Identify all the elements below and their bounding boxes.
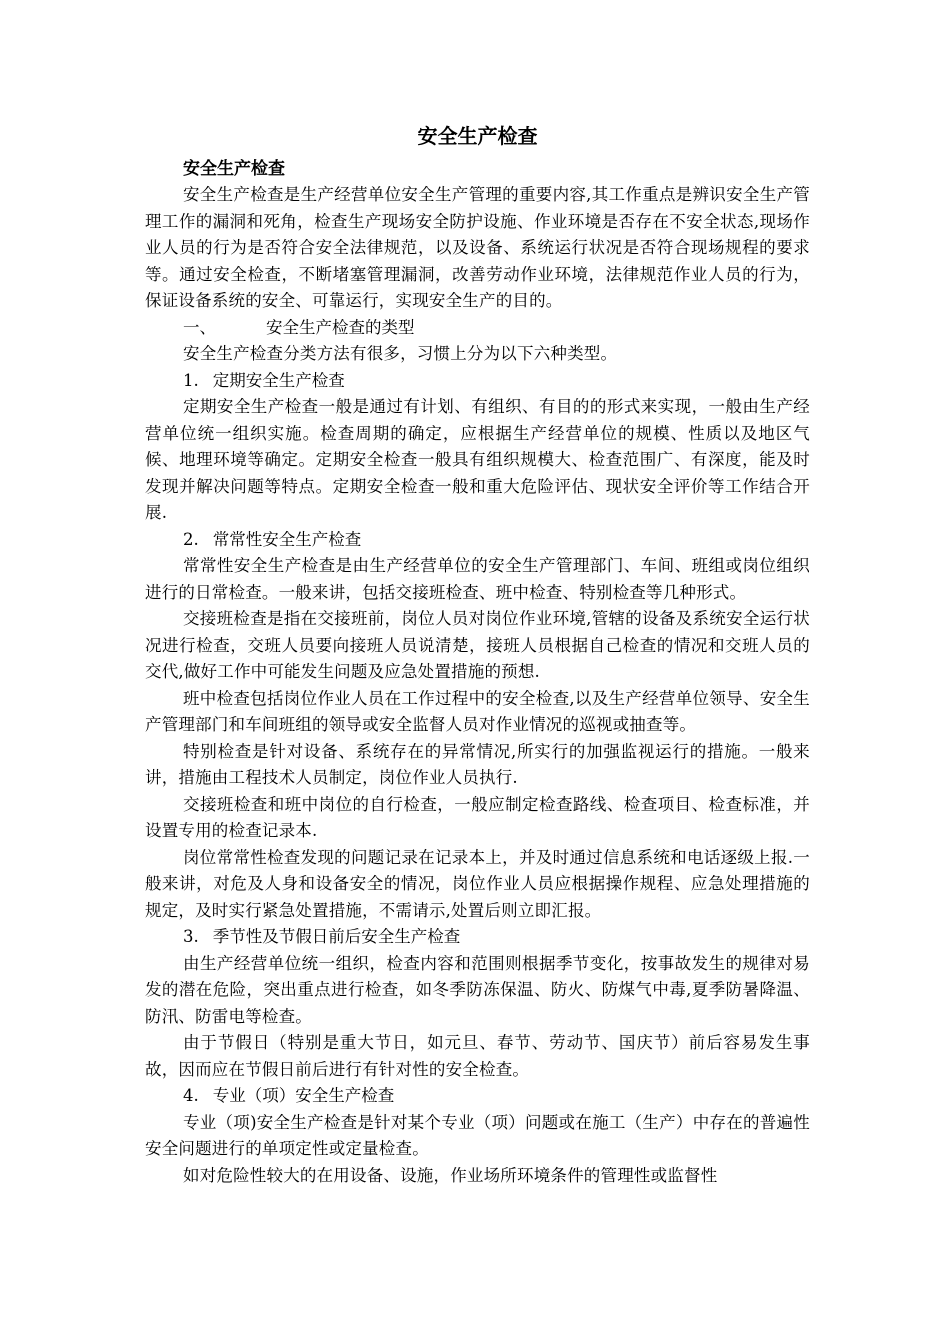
item-number: 4. <box>183 1086 199 1105</box>
section-heading-1 <box>145 315 810 342</box>
paragraph: 交接班检查和班中岗位的自行检查，一般应制定检查路线、检查项目、检查标准，并设置专用的检查记录本. <box>145 794 810 840</box>
paragraph: 由于节假日（特别是重大节日，如元旦、春节、劳动节、国庆节）前后容易发生事故，因而应在节假日前后进行有针对性的安全检查。 <box>145 1033 810 1079</box>
paragraph: 岗位常常性检查发现的问题记录在记录本上，并及时通过信息系统和电话逐级上报.一般来讲，对危及人身和设备安全的情况，岗位作业人员应根据操作规程、应急处理措施的规定，及时实行紧急处置措施，不需请示,处置后则立即汇报。 <box>145 847 810 920</box>
item-heading-1 <box>145 368 810 395</box>
paragraph: 定期安全生产检查一般是通过有计划、有组织、有目的的形式来实现，一般由生产经营单位统一组织实施。检查周期的确定，应根据生产经营单位的规模、性质以及地区气候、地理环境等确定。定期安全检查一般具有组织规模大、检查范围广、有深度，能及时发现并解决问题等特点。定期安全检查一般和重大危险评估、现状安全评价等工作结合开展. <box>145 397 810 522</box>
item-heading-text: 常常性安全生产检查 <box>212 529 362 549</box>
paragraph: 特别检查是针对设备、系统存在的异常情况,所实行的加强监视运行的措施。一般来讲，措施由工程技术人员制定，岗位作业人员执行. <box>145 741 810 787</box>
item-heading-text: 定期安全生产检查 <box>212 370 345 390</box>
section-heading-text: 安全生产检查的类型 <box>266 317 415 337</box>
item-heading-2 <box>145 527 810 554</box>
paragraph: 专业（项)安全生产检查是针对某个专业（项）问题或在施工（生产）中存在的普遍性安全问题进行的单项定性或定量检查。 <box>145 1112 810 1158</box>
paragraph: 班中检查包括岗位作业人员在工作过程中的安全检查,以及生产经营单位领导、安全生产管理部门和车间班组的领导或安全监督人员对作业情况的巡视或抽查等。 <box>145 688 810 734</box>
intro-paragraph: 安全生产检查是生产经营单位安全生产管理的重要内容,其工作重点是辨识安全生产管理工作的漏洞和死角，检查生产现场安全防护设施、作业环境是否存在不安全状态,现场作业人员的行为是否符合安全法律规范，以及设备、系统运行状况是否符合现场规程的要求等。通过安全检查，不断堵塞管理漏洞，改善劳动作业环境，法律规范作业人员的行为，保证设备系统的安全、可靠运行，实现安全生产的目的。 <box>145 185 810 310</box>
section-number: 一、 <box>183 317 216 337</box>
section-intro-paragraph: 安全生产检查分类方法有很多，习惯上分为以下六种类型。 <box>183 344 618 363</box>
paragraph: 交接班检查是指在交接班前，岗位人员对岗位作业环境,管辖的设备及系统安全运行状况进行检查，交班人员要向接班人员说清楚，接班人员根据自己检查的情况和交班人员的交代,做好工作中可能发生问题及应急处置措施的预想. <box>145 609 810 681</box>
item-heading-4 <box>145 1083 810 1110</box>
item-number: 2. <box>183 529 199 549</box>
paragraph: 常常性安全生产检查是由生产经营单位的安全生产管理部门、车间、班组或岗位组织进行的日常检查。一般来讲，包括交接班检查、班中检查、特别检查等几种形式。 <box>145 556 810 602</box>
document-page <box>145 118 810 1189</box>
item-heading-3 <box>145 924 810 951</box>
paragraph: 如对危险性较大的在用设备、设施，作业场所环境条件的管理性或监督性 <box>183 1165 718 1185</box>
item-heading-text: 专业（项）安全生产检查 <box>212 1086 395 1105</box>
item-number: 1. <box>183 370 199 390</box>
paragraph: 由生产经营单位统一组织，检查内容和范围则根据季节变化，按事故发生的规律对易发的潜在危险，突出重点进行检查，如冬季防冻保温、防火、防煤气中毒,夏季防暑降温、防汛、防雷电等检查。 <box>145 953 810 1026</box>
document-subtitle: 安全生产检查 <box>183 159 285 179</box>
item-number: 3. <box>183 927 199 946</box>
item-heading-text: 季节性及节假日前后安全生产检查 <box>212 927 461 946</box>
document-title: 安全生产检查 <box>417 124 538 148</box>
